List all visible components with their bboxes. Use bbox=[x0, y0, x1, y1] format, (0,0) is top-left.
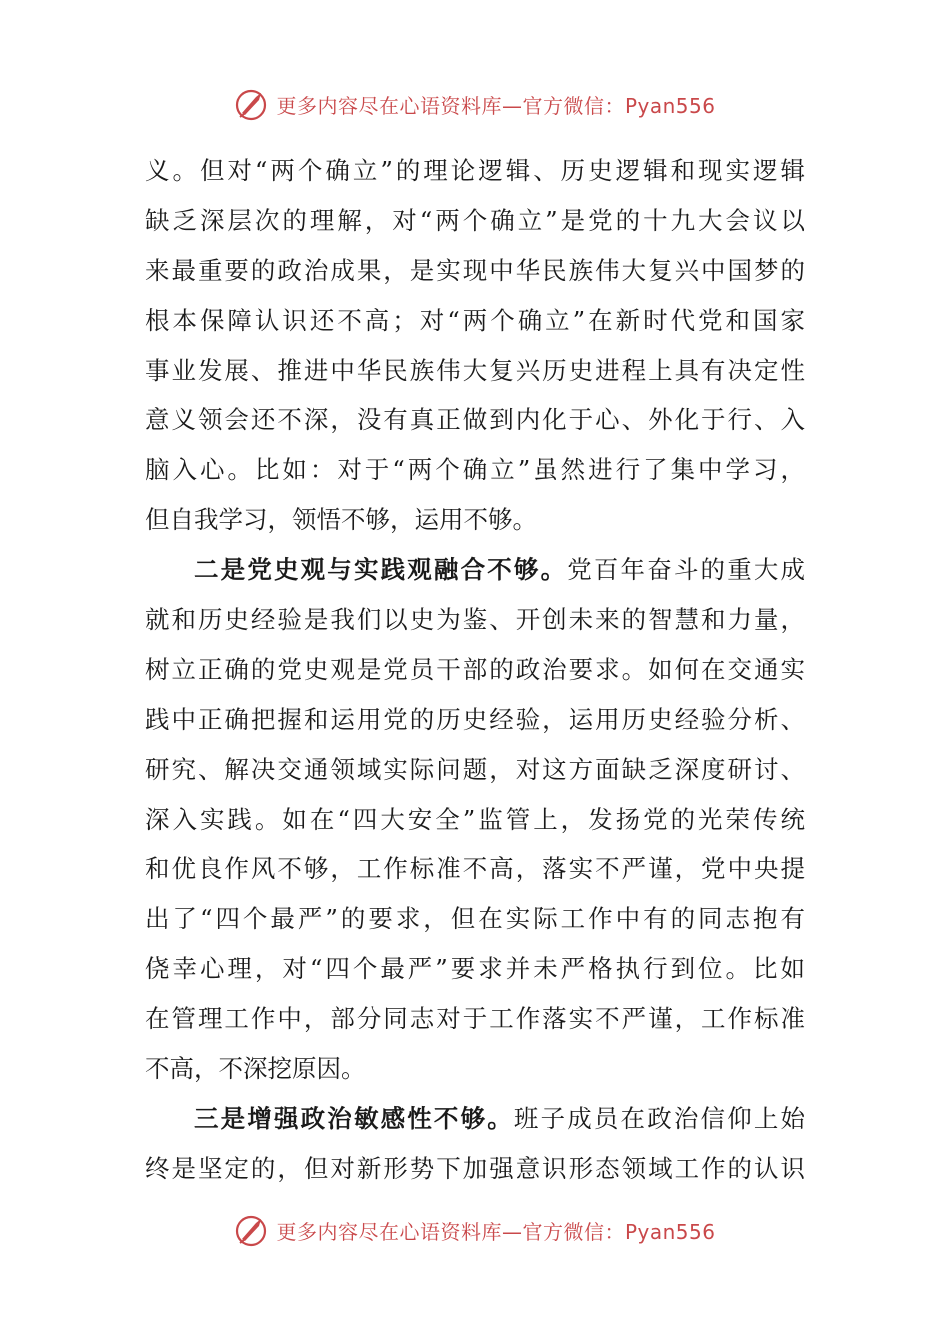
section-2-first-line bbox=[145, 545, 805, 595]
text-line: 脑入心。比如：对于“两个确立”虽然进行了集中学习， bbox=[145, 455, 805, 485]
text-line: 就和历史经验是我们以史为鉴、开创未来的智慧和力量， bbox=[145, 605, 805, 635]
section-3-first-line bbox=[145, 1094, 805, 1144]
text-line: 意义领会还不深，没有真正做到内化于心、外化于行、入 bbox=[145, 405, 805, 435]
footer-banner bbox=[0, 1210, 950, 1250]
text-line: 树立正确的党史观是党员干部的政治要求。如何在交通实 bbox=[145, 654, 805, 684]
section-3-first-text: 班子成员在政治信仰上始 bbox=[513, 1103, 806, 1133]
text-line: 侥幸心理，对“四个最严”要求并未严格执行到位。比如 bbox=[145, 954, 805, 984]
text-line: 事业发展、推进中华民族伟大复兴历史进程上具有决定性 bbox=[145, 355, 805, 385]
section-2-heading: 二是党史观与实践观融合不够。 bbox=[194, 555, 568, 585]
text-line: 出了“四个最严”的要求，但在实际工作中有的同志抱有 bbox=[145, 904, 805, 934]
section-2-first-text: 党百年奋斗的重大成 bbox=[567, 555, 806, 585]
pen-logo-icon bbox=[234, 1212, 270, 1248]
text-line: 终是坚定的，但对新形势下加强意识形态领域工作的认识 bbox=[145, 1153, 805, 1183]
text-line: 不高，不深挖原因。 bbox=[145, 1054, 366, 1084]
footer-banner-text: 更多内容尽在心语资料库—官方微信：Pyan556 bbox=[276, 1219, 716, 1244]
text-line: 根本保障认识还不高；对“两个确立”在新时代党和国家 bbox=[145, 305, 805, 335]
text-line: 但自我学习，领悟不够，运用不够。 bbox=[145, 505, 537, 535]
text-line: 践中正确把握和运用党的历史经验，运用历史经验分析、 bbox=[145, 704, 805, 734]
header-banner bbox=[0, 84, 950, 124]
text-line: 在管理工作中，部分同志对于工作落实不严谨，工作标准 bbox=[145, 1004, 805, 1034]
text-line: 来最重要的政治成果，是实现中华民族伟大复兴中国梦的 bbox=[145, 255, 805, 285]
header-banner-text: 更多内容尽在心语资料库—官方微信：Pyan556 bbox=[276, 93, 716, 118]
document-body bbox=[145, 146, 805, 1194]
pen-logo-icon bbox=[234, 86, 270, 122]
text-line: 义。但对“两个确立”的理论逻辑、历史逻辑和现实逻辑 bbox=[145, 156, 805, 185]
section-3-heading: 三是增强政治敏感性不够。 bbox=[194, 1103, 514, 1133]
text-line: 深入实践。如在“四大安全”监管上，发扬党的光荣传统 bbox=[145, 804, 805, 834]
text-line: 和优良作风不够，工作标准不高，落实不严谨，党中央提 bbox=[145, 854, 805, 884]
text-line: 研究、解决交通领域实际问题，对这方面缺乏深度研讨、 bbox=[145, 754, 805, 784]
text-line: 缺乏深层次的理解，对“两个确立”是党的十九大会议以 bbox=[145, 205, 805, 235]
